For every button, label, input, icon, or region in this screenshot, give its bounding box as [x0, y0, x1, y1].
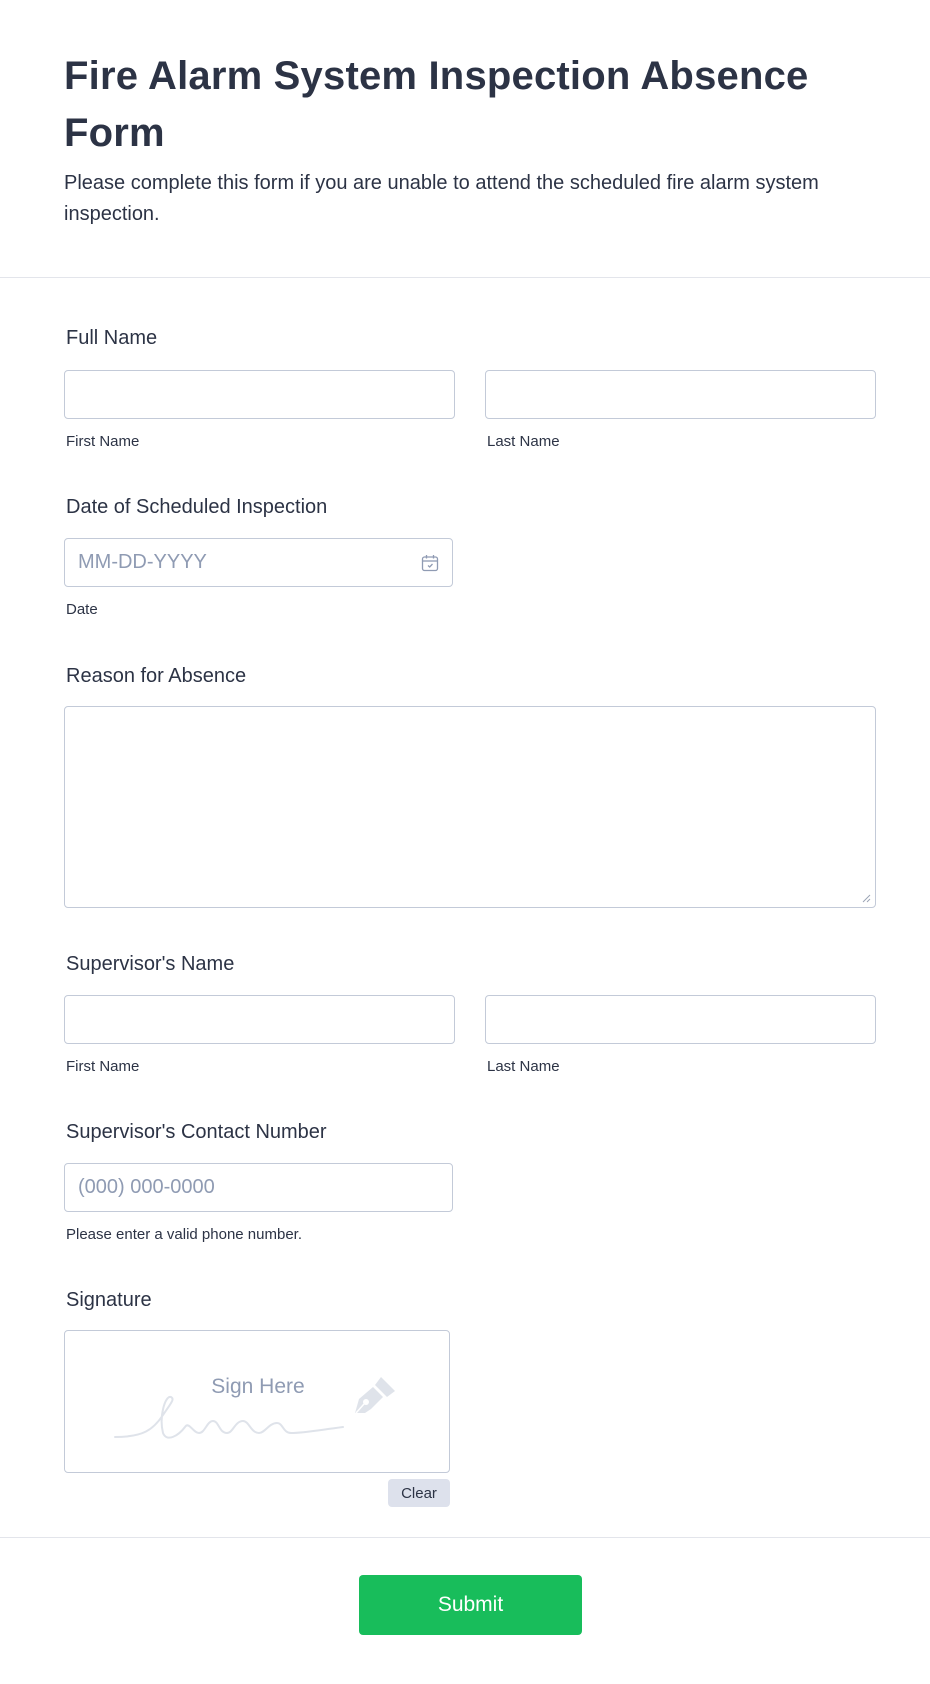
- sign-here-text: Sign Here: [211, 1375, 305, 1398]
- calendar-icon[interactable]: [421, 554, 439, 572]
- inspection-date-input[interactable]: [64, 538, 453, 587]
- date-sublabel: Date: [66, 601, 98, 618]
- phone-sublabel: Please enter a valid phone number.: [66, 1226, 302, 1243]
- supervisor-contact-label: Supervisor's Contact Number: [66, 1121, 327, 1143]
- supervisor-last-name-sublabel: Last Name: [487, 1058, 560, 1075]
- clear-signature-button[interactable]: Clear: [388, 1479, 450, 1507]
- signature-pad[interactable]: [64, 1330, 450, 1473]
- full-name-label: Full Name: [66, 327, 158, 349]
- supervisor-name-label: Supervisor's Name: [66, 953, 235, 975]
- header-divider: [0, 277, 930, 278]
- reason-textarea[interactable]: [64, 706, 876, 908]
- footer-divider: [0, 1537, 930, 1538]
- supervisor-phone-input[interactable]: [64, 1163, 453, 1212]
- last-name-input[interactable]: [485, 370, 876, 419]
- supervisor-first-name-input[interactable]: [64, 995, 455, 1044]
- inspection-date-label: Date of Scheduled Inspection: [66, 496, 328, 518]
- resize-handle-icon[interactable]: [862, 894, 871, 903]
- reason-label: Reason for Absence: [66, 665, 247, 687]
- signature-label: Signature: [66, 1289, 152, 1311]
- last-name-sublabel: Last Name: [487, 433, 560, 450]
- submit-button[interactable]: Submit: [359, 1575, 582, 1635]
- first-name-input[interactable]: [64, 370, 455, 419]
- supervisor-first-name-sublabel: First Name: [66, 1058, 140, 1075]
- pen-nib-icon: [351, 1373, 399, 1417]
- date-placeholder: MM-DD-YYYY: [78, 551, 207, 573]
- form-title: Fire Alarm System Inspection Absence Form: [64, 54, 809, 155]
- supervisor-last-name-input[interactable]: [485, 995, 876, 1044]
- form-header: [64, 48, 864, 230]
- form-description: Please complete this form if you are unable to attend the scheduled fire alarm system inspection.: [64, 172, 819, 225]
- phone-placeholder: (000) 000-0000: [78, 1176, 215, 1198]
- first-name-sublabel: First Name: [66, 433, 140, 450]
